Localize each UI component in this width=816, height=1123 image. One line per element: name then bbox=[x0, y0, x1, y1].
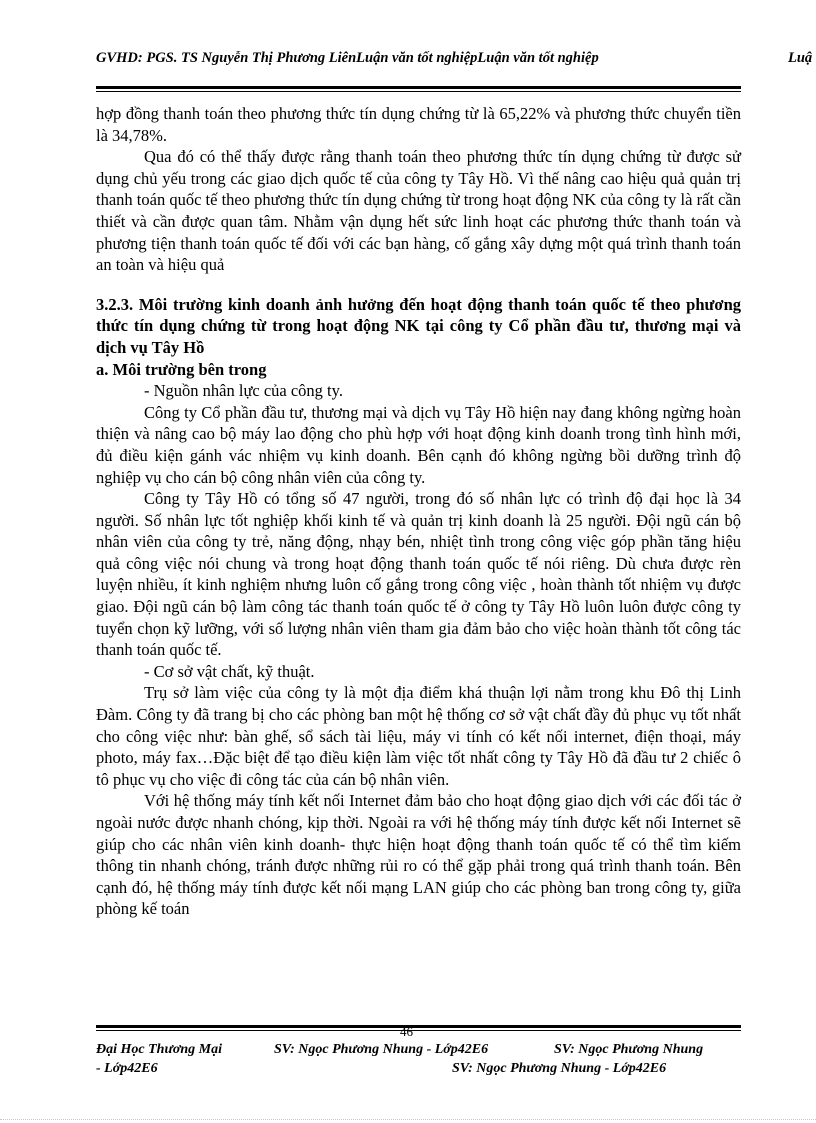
footer-student: SV: Ngọc Phương Nhung - Lớp42E6 bbox=[452, 1061, 667, 1076]
paragraph: Với hệ thống máy tính kết nối Internet đảm bảo cho hoạt động giao dịch với các đối tác ở ngoài nước được nhanh chóng, kịp thời. Ngoài ra với hệ thống máy tính được kết nối Internet sẽ giúp cho các nhân viên kinh doanh- thực hiện hoạt động thanh toán quốc tế có thể tìm kiếm thông tin nhanh chóng, tránh được những rủi ro có thể gặp phải trong quá trình thanh toán. Bên cạnh đó, hệ thống máy tính được kết nối mạng LAN giúp cho các phòng ban trong công ty, giữa phòng kế toán bbox=[96, 791, 741, 919]
list-item-label: - Nguồn nhân lực của công ty. bbox=[144, 381, 343, 401]
header-rule-thick bbox=[96, 86, 741, 89]
paragraph: Công ty Cổ phần đầu tư, thương mại và dịch vụ Tây Hồ hiện nay đang không ngừng hoàn thiện và nâng cao bộ máy lao động cho phù hợp với hoạt động kinh doanh trong tình hình mới, đủ điều kiện gánh vác nhiệm vụ kinh doanh. Bên cạnh đó không ngừng bồi dưỡng trình độ nghiệp vụ cho cán bộ công nhân viên của công ty. bbox=[96, 402, 741, 487]
paragraph: Công ty Tây Hồ có tổng số 47 người, trong đó số nhân lực có trình độ đại học là 34 người. Số nhân lực tốt nghiệp khối kinh tế và quản trị kinh doanh là 25 người. Đội ngũ cán bộ nhân viên của công ty trẻ, năng động, nhạy bén, nhiệt tình trong công việc góp phần tăng hiệu quả công việc nói chung và trong hoạt động thanh toán quốc tế nói riêng. Dù chưa được rèn luyện nhiều, ít kinh nghiệm nhưng luôn cố gắng trong công việc , hoàn thành tốt nhiệm vụ được giao. Đội ngũ cán bộ làm công tác thanh toán quốc tế ở công ty Tây Hồ luôn luôn được công ty tuyển chọn kỹ lưỡng, với số lượng nhân viên tham gia đảm bảo cho việc hoàn thành tốt công tác thanh toán quốc tế. bbox=[96, 489, 741, 660]
footer-row bbox=[96, 1040, 741, 1059]
section-heading: 3.2.3. Môi trường kinh doanh ảnh hưởng đến hoạt động thanh toán quốc tế theo phương thức tín dụng chứng từ trong hoạt động NK tại công ty Cổ phần đầu tư, thương mại và dịch vụ Tây Hồ bbox=[96, 294, 741, 357]
footer-school: Đại Học Thương Mại bbox=[96, 1042, 222, 1057]
paragraph: Qua đó có thể thấy được rằng thanh toán theo phương thức tín dụng chứng từ được sử dụng chủ yếu trong các giao dịch quốc tế của công ty Tây Hồ. Vì thế nâng cao hiệu quả quản trị thanh toán quốc tế theo phương thức tín dụng chứng từ trong hoạt động NK của công ty là rất cần thiết và cần được quan tâm. Nhằm vận dụng hết sức linh hoạt các phương thức thanh toán và phương tiện thanh toán quốc tế đối với các bạn hàng, cố gắng xây dựng một quá trình thanh toán an toàn và hiệu quả bbox=[96, 147, 741, 275]
footer-student: SV: Ngọc Phương Nhung - Lớp42E6 bbox=[274, 1042, 489, 1057]
subsection-heading: a. Môi trường bên trong bbox=[96, 359, 267, 379]
page-number: 46 bbox=[400, 1024, 413, 1039]
document-body bbox=[96, 103, 741, 920]
header-right-text: Luậ bbox=[788, 50, 813, 66]
header-left-text: GVHD: PGS. TS Nguyễn Thị Phương LiênLuận văn tốt nghiệpLuận văn tốt nghiệp bbox=[96, 50, 599, 66]
page-header bbox=[96, 50, 816, 70]
paragraph: hợp đồng thanh toán theo phương thức tín dụng chứng từ là 65,22% và phương thức chuyển tiền là 34,78%. bbox=[96, 104, 741, 145]
footer-student: SV: Ngọc Phương Nhung bbox=[554, 1042, 704, 1057]
footer-class: - Lớp42E6 bbox=[96, 1061, 158, 1076]
page-bottom-dotted-line bbox=[0, 1119, 816, 1120]
list-item-label: - Cơ sở vật chất, kỹ thuật. bbox=[144, 661, 315, 681]
paragraph: Trụ sở làm việc của công ty là một địa điểm khá thuận lợi nằm trong khu Đô thị Linh Đàm. Công ty đã trang bị cho các phòng ban một hệ thống cơ sở vật chất đầy đủ phục vụ tốt nhất cho công việc như: bàn ghế, sổ sách tài liệu, máy vi tính có kết nối internet, điện thoại, máy photo, máy fax…Đặc biệt để tạo điều kiện làm việc tốt nhất công ty Tây Hồ đã đầu tư 2 chiếc ô tô phục vụ cho việc đi công tác của cán bộ nhân viên. bbox=[96, 683, 741, 789]
header-rule-thin bbox=[96, 91, 741, 92]
footer-row bbox=[96, 1059, 741, 1078]
page-footer bbox=[96, 1040, 741, 1078]
